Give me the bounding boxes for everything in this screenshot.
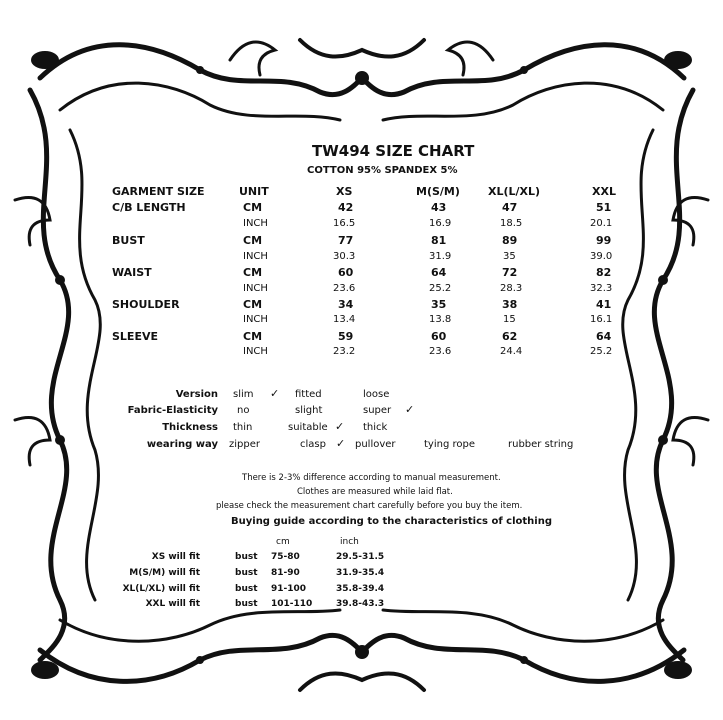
unit-cm: CM <box>243 266 263 279</box>
header-xxl: XXL <box>592 185 616 198</box>
unit-inch: INCH <box>243 346 268 357</box>
value-cell: 25.2 <box>590 346 613 357</box>
attr-option: clasp <box>300 439 326 450</box>
guide-inch: 39.8-43.3 <box>336 599 385 609</box>
guide-size: M(S/M) will fit <box>129 568 200 578</box>
unit-inch: INCH <box>243 283 268 294</box>
value-cell: 20.1 <box>590 218 613 229</box>
attr-option: rubber string <box>508 439 574 450</box>
header-garment-size: GARMENT SIZE <box>112 185 205 198</box>
note-line: please check the measurement chart carefully before you buy the item. <box>216 501 523 511</box>
guide-part: bust <box>235 568 258 578</box>
value-cell: 25.2 <box>429 283 452 294</box>
value-cell: 23.6 <box>429 346 452 357</box>
value-cell: 81 <box>431 234 447 247</box>
check-mark-icon: ✓ <box>336 437 346 450</box>
guide-inch: 31.9-35.4 <box>336 568 385 578</box>
row-label-sleeve: SLEEVE <box>112 330 158 343</box>
attr-label-wearing-way: wearing way <box>146 439 218 450</box>
guide-part: bust <box>235 584 258 594</box>
value-cell: 16.5 <box>333 218 356 229</box>
note-line: There is 2-3% difference according to manual measurement. <box>242 473 501 483</box>
value-cell: 15 <box>503 314 516 325</box>
guide-col-cm: cm <box>276 537 290 547</box>
guide-title: Buying guide according to the characteristics of clothing <box>231 516 552 527</box>
unit-inch: INCH <box>243 251 268 262</box>
value-cell: 60 <box>431 330 447 343</box>
guide-cm: 91-100 <box>271 584 307 594</box>
unit-inch: INCH <box>243 218 268 229</box>
guide-inch: 29.5-31.5 <box>336 552 385 562</box>
note-line: Clothes are measured while laid flat. <box>297 487 453 497</box>
value-cell: 72 <box>502 266 518 279</box>
material-line: COTTON 95% SPANDEX 5% <box>307 165 458 176</box>
attr-option: fitted <box>295 389 322 400</box>
header-m: M(S/M) <box>416 185 460 198</box>
header-unit: UNIT <box>239 185 269 198</box>
guide-part: bust <box>235 552 258 562</box>
attr-option: slim <box>233 389 254 400</box>
value-cell: 82 <box>596 266 612 279</box>
attr-option: no <box>237 405 250 416</box>
unit-cm: CM <box>243 201 263 214</box>
value-cell: 59 <box>338 330 354 343</box>
attr-option: super <box>363 405 392 416</box>
value-cell: 47 <box>502 201 518 214</box>
guide-inch: 35.8-39.4 <box>336 584 385 594</box>
attr-option: suitable <box>288 422 328 433</box>
value-cell: 16.1 <box>590 314 613 325</box>
value-cell: 31.9 <box>429 251 452 262</box>
value-cell: 62 <box>502 330 518 343</box>
value-cell: 43 <box>431 201 447 214</box>
attr-option: tying rope <box>424 439 475 450</box>
row-label-cb-length: C/B LENGTH <box>112 201 186 214</box>
value-cell: 18.5 <box>500 218 523 229</box>
value-cell: 51 <box>596 201 612 214</box>
header-xs: XS <box>336 185 353 198</box>
attr-option: pullover <box>355 439 396 450</box>
guide-col-inch: inch <box>340 537 359 547</box>
chart-title: TW494 SIZE CHART <box>312 142 475 160</box>
value-cell: 13.4 <box>333 314 356 325</box>
value-cell: 38 <box>502 298 518 311</box>
attr-label-fabric-elasticity: Fabric-Elasticity <box>127 405 218 416</box>
value-cell: 42 <box>338 201 354 214</box>
value-cell: 13.8 <box>429 314 452 325</box>
value-cell: 60 <box>338 266 354 279</box>
guide-size: XS will fit <box>151 552 200 562</box>
attr-option: thick <box>363 422 388 433</box>
value-cell: 89 <box>502 234 518 247</box>
attr-option: thin <box>233 422 253 433</box>
row-label-bust: BUST <box>112 234 145 247</box>
check-mark-icon: ✓ <box>270 387 280 400</box>
unit-inch: INCH <box>243 314 268 325</box>
unit-cm: CM <box>243 234 263 247</box>
attr-option: slight <box>295 405 323 416</box>
value-cell: 23.2 <box>333 346 356 357</box>
guide-cm: 81-90 <box>271 568 300 578</box>
row-label-shoulder: SHOULDER <box>112 298 180 311</box>
guide-cm: 75-80 <box>271 552 300 562</box>
value-cell: 23.6 <box>333 283 356 294</box>
header-xl: XL(L/XL) <box>488 185 541 198</box>
value-cell: 24.4 <box>500 346 523 357</box>
attr-label-version: Version <box>175 389 218 400</box>
value-cell: 77 <box>338 234 354 247</box>
guide-size: XXL will fit <box>145 599 200 609</box>
value-cell: 34 <box>338 298 354 311</box>
attr-label-thickness: Thickness <box>162 422 218 433</box>
check-mark-icon: ✓ <box>335 420 345 433</box>
guide-part: bust <box>235 599 258 609</box>
value-cell: 32.3 <box>590 283 613 294</box>
value-cell: 35 <box>503 251 516 262</box>
guide-cm: 101-110 <box>271 599 313 609</box>
unit-cm: CM <box>243 330 263 343</box>
value-cell: 64 <box>596 330 612 343</box>
guide-size: XL(L/XL) will fit <box>122 584 200 594</box>
attr-option: zipper <box>229 439 260 450</box>
value-cell: 39.0 <box>590 251 613 262</box>
value-cell: 30.3 <box>333 251 356 262</box>
value-cell: 41 <box>596 298 612 311</box>
value-cell: 64 <box>431 266 447 279</box>
value-cell: 28.3 <box>500 283 523 294</box>
value-cell: 35 <box>431 298 447 311</box>
value-cell: 99 <box>596 234 612 247</box>
check-mark-icon: ✓ <box>405 403 415 416</box>
value-cell: 16.9 <box>429 218 452 229</box>
row-label-waist: WAIST <box>112 266 152 279</box>
attr-option: loose <box>363 389 390 400</box>
unit-cm: CM <box>243 298 263 311</box>
